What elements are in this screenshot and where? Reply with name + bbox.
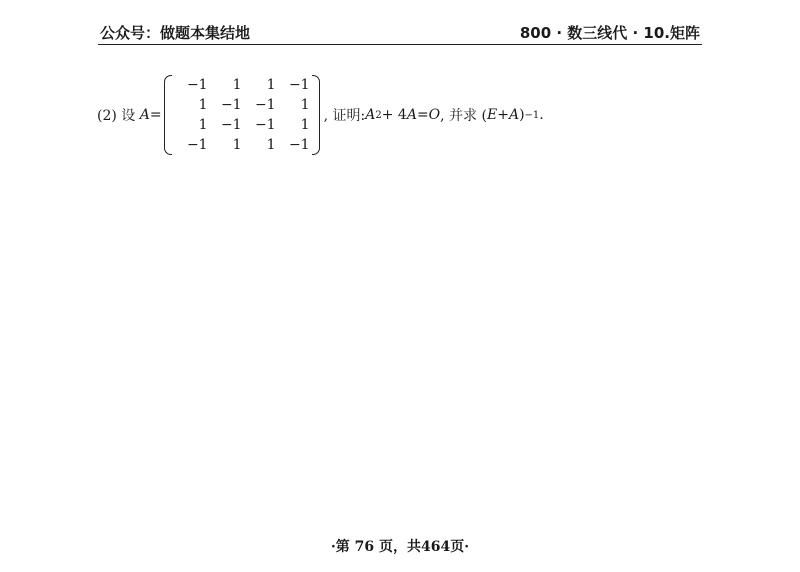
- problem-statement: [97, 73, 544, 157]
- matrix-cell: −1: [186, 137, 208, 153]
- inverse-exponent: −1: [524, 109, 540, 121]
- matrix-row: [174, 135, 310, 155]
- matrix-cell: 1: [232, 77, 242, 93]
- matrix-cell: 1: [266, 77, 276, 93]
- end-period: .: [539, 107, 544, 123]
- matrix-cell: −1: [220, 97, 242, 113]
- expr-a: A: [365, 107, 376, 123]
- expr-a-3: A: [508, 107, 520, 123]
- matrix-cell: 1: [300, 117, 310, 133]
- header-left: 公众号：做题本集结地: [100, 24, 251, 42]
- find-text: , 并求 (: [440, 108, 487, 124]
- expr-equals: =: [416, 107, 429, 123]
- equals-sign: =: [149, 107, 162, 123]
- matrix-row: [174, 95, 310, 115]
- matrix-cell: 1: [300, 97, 310, 113]
- expr-plus: +: [497, 107, 509, 123]
- prove-text: , 证明:: [323, 108, 366, 124]
- problem-label: (2) 设: [97, 108, 136, 124]
- matrix-cell: −1: [186, 77, 208, 93]
- header-divider: [98, 44, 702, 45]
- matrix-cell: 1: [198, 97, 208, 113]
- matrix-cell: −1: [254, 97, 276, 113]
- matrix-cell: −1: [220, 117, 242, 133]
- matrix-cell: 1: [266, 137, 276, 153]
- expr-plus-4: + 4: [381, 107, 407, 123]
- matrix-row: [174, 75, 310, 95]
- close-paren: ): [519, 107, 525, 123]
- matrix-cell: −1: [288, 137, 310, 153]
- matrix-cell: −1: [254, 117, 276, 133]
- expr-e: E: [486, 107, 498, 123]
- matrix-cell: 1: [198, 117, 208, 133]
- matrix-cell: −1: [288, 77, 310, 93]
- expr-a-2: A: [406, 107, 417, 123]
- expr-exponent-2: 2: [375, 109, 382, 121]
- header-right: 800 · 数三线代 · 10.矩阵: [519, 24, 700, 42]
- matrix-cell: 1: [232, 137, 242, 153]
- page-footer: ·第 76 页，共464页·: [330, 539, 470, 555]
- expr-zero-matrix: O: [428, 107, 441, 123]
- matrix-variable: A: [139, 107, 150, 123]
- matrix-row: [174, 115, 310, 135]
- matrix-a: [164, 75, 320, 155]
- matrix-table: [174, 75, 310, 155]
